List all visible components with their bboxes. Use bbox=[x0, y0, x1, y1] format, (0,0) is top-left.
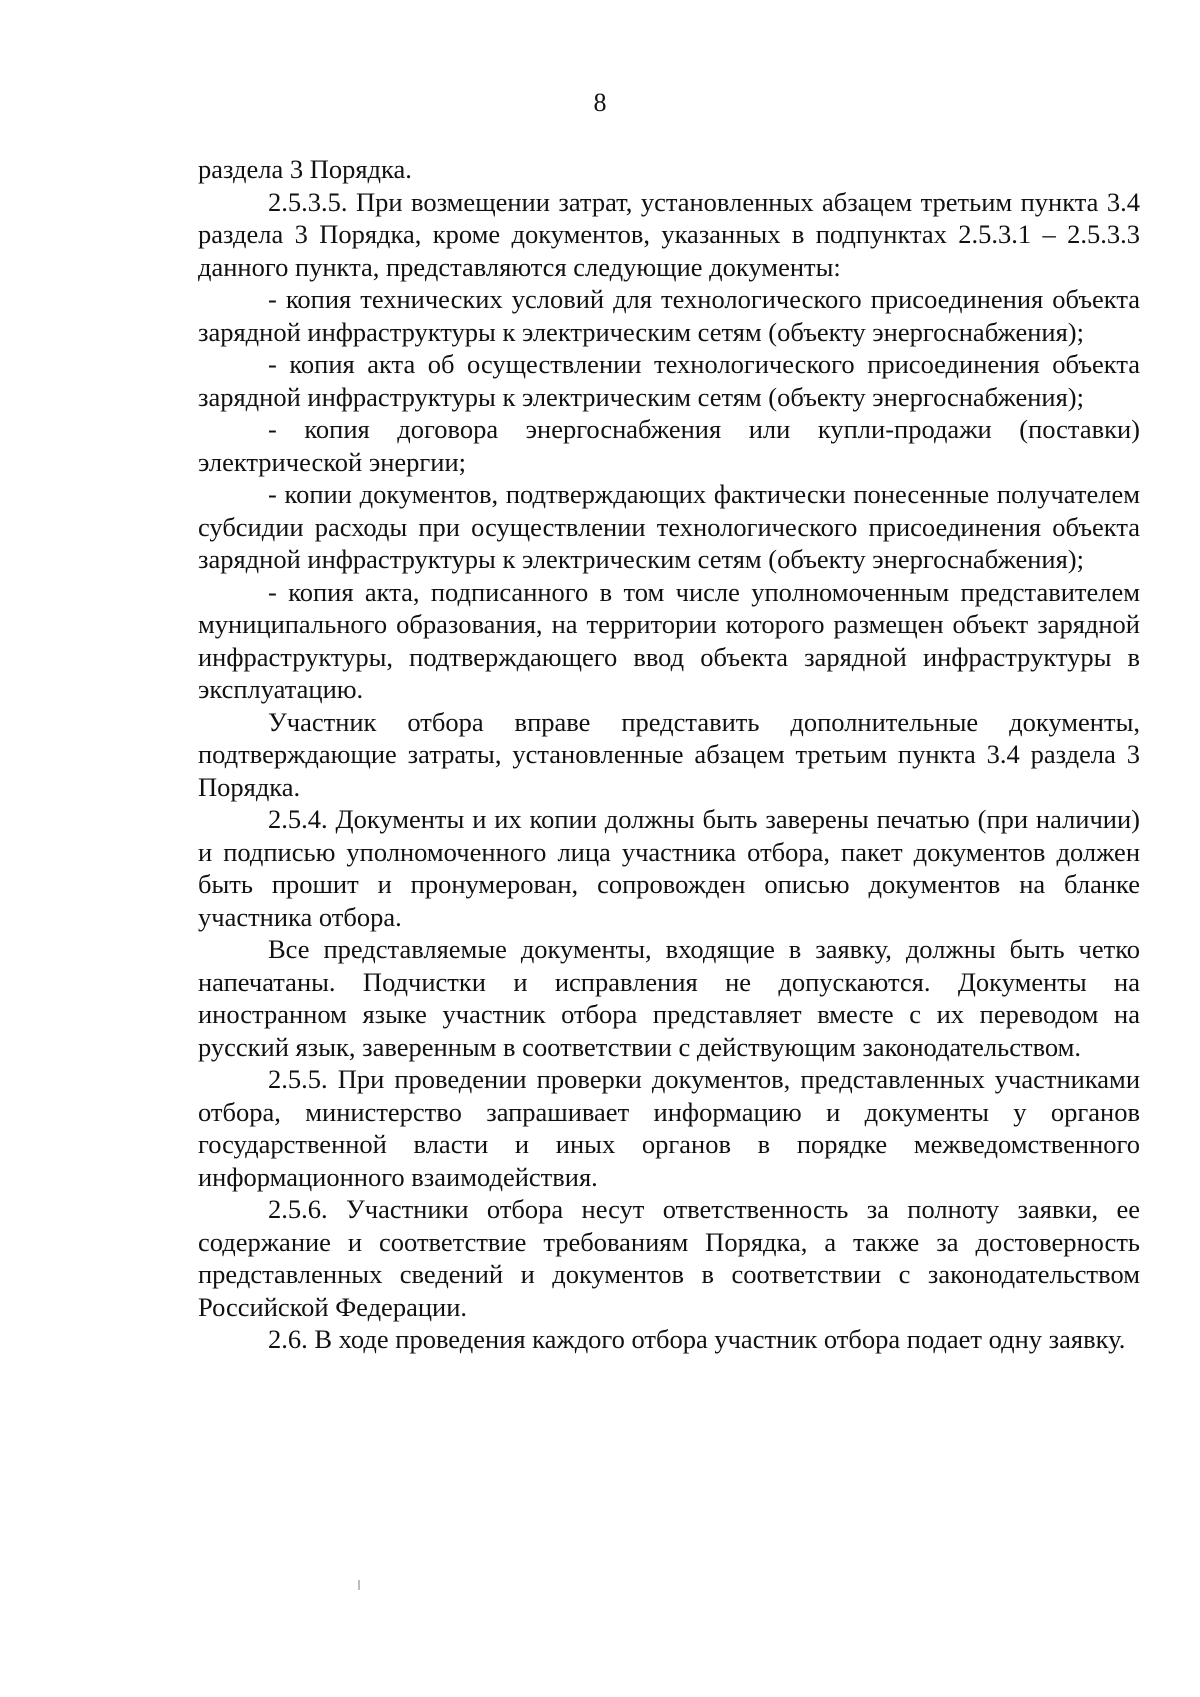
paragraph-2-6: 2.6. В ходе проведения каждого отбора участник отбора подает одну заявку. bbox=[268, 1324, 1126, 1354]
paragraph-2-5-5: 2.5.5. При проведении проверки документов, представленных участниками отбора, министерство запрашивает информацию и документы у органов государственной власти и иных органов в порядке межведомственного информационного взаимодействия. bbox=[198, 1064, 1140, 1192]
list-item-technical-conditions: - копия технических условий для технологического присоединения объекта зарядной инфраструктуры к электрическим сетям (объекту энергоснабжения); bbox=[198, 284, 1140, 347]
paragraph-continuation: раздела 3 Порядка. bbox=[198, 154, 412, 184]
document-body bbox=[198, 153, 1140, 1356]
paragraph-2-5-3-5: 2.5.3.5. При возмещении затрат, установленных абзацем третьим пункта 3.4 раздела 3 Порядка, кроме документов, указанных в подпунктах 2.5.3.1 – 2.5.3.3 данного пункта, представляются следующие документы: bbox=[198, 186, 1140, 282]
page-number: 8 bbox=[593, 88, 607, 117]
list-item-commissioning-act: - копия акта, подписанного в том числе уполномоченным представителем муниципального образования, на территории которого размещен объект зарядной инфраструктуры, подтверждающего ввод объекта зарядной инфраструктуры в эксплуатацию. bbox=[198, 576, 1140, 704]
list-item-energy-contract: - копия договора энергоснабжения или купли-продажи (поставки) электрической энергии; bbox=[198, 414, 1140, 477]
list-item-connection-act: - копия акта об осуществлении технологического присоединения объекта зарядной инфраструктуры к электрическим сетям (объекту энергоснабжения); bbox=[198, 349, 1140, 412]
paragraph-additional-documents: Участник отбора вправе представить дополнительные документы, подтверждающие затраты, установленные абзацем третьим пункта 3.4 раздела 3 Порядка. bbox=[198, 706, 1140, 802]
paragraph-document-requirements: Все представляемые документы, входящие в заявку, должны быть четко напечатаны. Подчистки и исправления не допускаются. Документы на иностранном языке участник отбора представляет вместе с их переводом на русский язык, заверенным в соответствии с действующим законодательством. bbox=[198, 934, 1140, 1062]
paragraph-2-5-4: 2.5.4. Документы и их копии должны быть заверены печатью (при наличии) и подписью уполномоченного лица участника отбора, пакет документов должен быть прошит и пронумерован, сопровожден описью документов на бланке участника отбора. bbox=[198, 804, 1140, 932]
scan-speck bbox=[358, 1580, 360, 1590]
list-item-expense-documents: - копии документов, подтверждающих фактически понесенные получателем субсидии расходы при осуществлении технологического присоединения объекта зарядной инфраструктуры к электрическим сетям (объекту энергоснабжения); bbox=[198, 479, 1140, 574]
paragraph-2-5-6: 2.5.6. Участники отбора несут ответственность за полноту заявки, ее содержание и соответствие требованиям Порядка, а также за достоверность представленных сведений и документов в соответствии с законодательством Российской Федерации. bbox=[198, 1194, 1140, 1322]
